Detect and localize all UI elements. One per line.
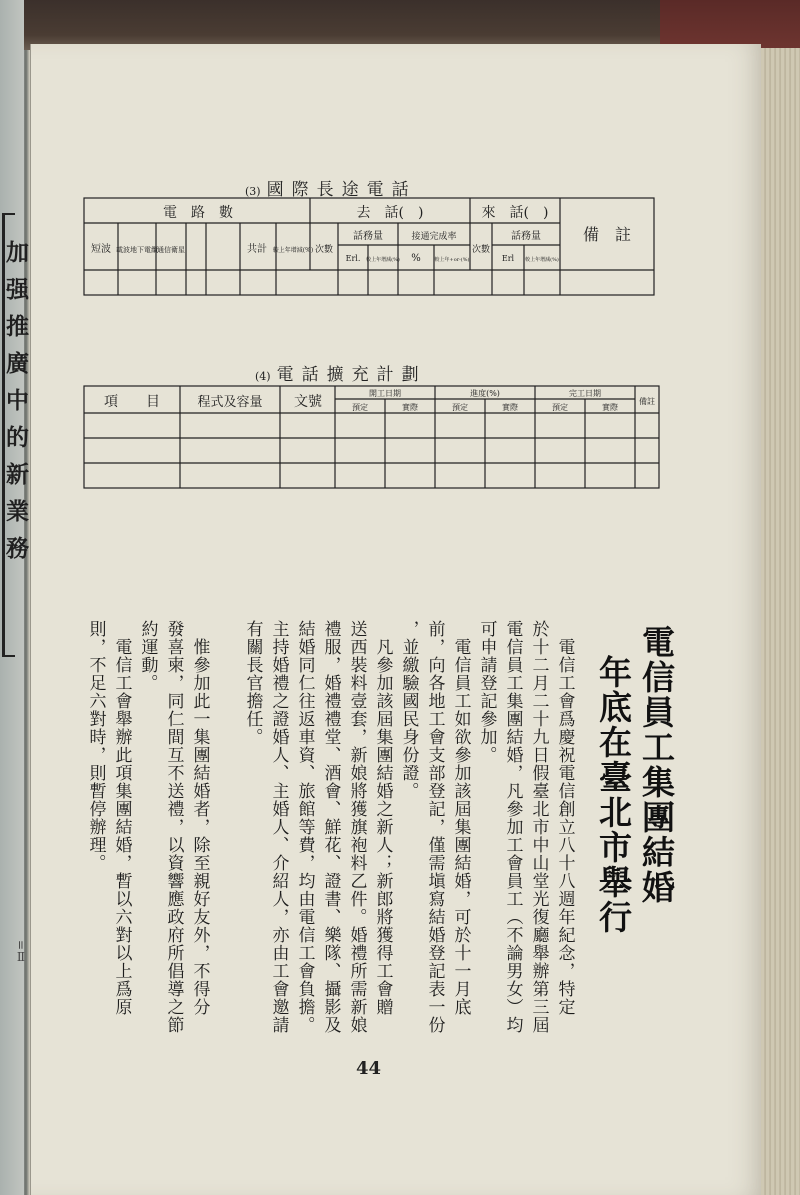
t3-hdr-outgoing: 去 話( ) xyxy=(356,205,424,221)
t4-sub-plan3: 預定 xyxy=(552,403,568,412)
t3-sub-chg2: 較上年+or-(%) xyxy=(434,257,470,263)
t4-hdr-remarks: 備註 xyxy=(639,397,655,406)
t3-sub-change: 較上年增減(%) xyxy=(272,247,314,254)
book-cover-top xyxy=(0,0,800,50)
t4-sub-actual1: 實際 xyxy=(402,403,418,412)
previous-page-strip xyxy=(0,0,28,1195)
t4-sub-plan1: 預定 xyxy=(352,403,368,412)
t3-sub-rate: 接通完成率 xyxy=(411,232,457,242)
article-title-line2: 年底在臺北市舉行 xyxy=(594,655,633,935)
article-col-2: 於十二月二十九日假臺北市中山堂光復廳舉辦第三屆 xyxy=(528,620,549,1034)
t3-sub-traffic1: 話務量 xyxy=(353,231,383,242)
t4-hdr-progress: 進度(%) xyxy=(470,389,500,398)
t3-sub-total: 共計 xyxy=(247,244,267,255)
table3-caption-text: 國際長途電話 xyxy=(266,180,417,200)
article-col-10: 禮服，婚禮禮堂、酒會、鮮花、證書、樂隊、攝影及 xyxy=(320,620,341,1034)
t3-hdr-remarks: 備 註 xyxy=(582,225,632,244)
article-col-17: 電信工會舉辦此項集團結婚，暫以六對以上爲原 xyxy=(111,620,132,1016)
article-col-5: 電信員工如欲參加該屆集團結婚，可於十一月底 xyxy=(450,620,471,1016)
t3-sub-count2: 次數 xyxy=(471,245,491,255)
t4-hdr-doc: 文號 xyxy=(294,394,322,410)
page-number: 44 xyxy=(356,1058,382,1079)
table4-caption xyxy=(255,360,427,385)
article-col-9: 送西裝料壹套，新娘將獲旗袍料乙件。婚禮所需新娘 xyxy=(346,620,367,1034)
sidebar-title: 加强推廣中的新業務 xyxy=(2,240,28,573)
t3-sub-erl2: Erl xyxy=(501,254,515,263)
table4-grid xyxy=(80,383,662,491)
t3-sub-pct: % xyxy=(411,253,421,264)
article-col-18: 則，不足六對時，則暫停辦理。 xyxy=(85,620,106,872)
article-col-7: ，並繳驗國民身份證。 xyxy=(398,620,419,800)
article-col-14: 惟參加此一集團結婚者，除至親好友外，不得分 xyxy=(189,620,210,1016)
t4-hdr-finish: 完工日期 xyxy=(569,389,601,398)
article-col-3: 電信員工集團結婚，凡參加工會員工（不論男女）均 xyxy=(502,620,523,1034)
article-col-11: 結婚同仁往返車資、旅館等費，均由電信工會負擔。 xyxy=(294,620,315,1034)
t3-sub-chg1: 較上年增減(%) xyxy=(366,257,400,263)
t3-hdr-incoming: 來 話( ) xyxy=(481,205,549,221)
t4-hdr-item: 項 目 xyxy=(104,394,160,410)
table4-caption-number: (4) xyxy=(255,370,271,383)
table3-grid xyxy=(80,195,660,300)
article-col-8: 凡參加該屆集團結婚之新人；新郎將獲得工會贈 xyxy=(372,620,393,1016)
article-col-4: 可申請登記參加。 xyxy=(476,620,497,764)
t3-sub-sat: 通信衛星 xyxy=(157,246,185,254)
t3-hdr-circuits: 電 路 數 xyxy=(163,205,233,221)
t4-sub-plan2: 預定 xyxy=(452,403,468,412)
table3-caption-number: (3) xyxy=(245,185,261,198)
article-col-12: 主持婚禮之證婚人、主婚人、介紹人，亦由工會邀請 xyxy=(268,620,289,1034)
t3-sub-short: 短波 xyxy=(91,244,111,255)
t3-sub-erl1: Erl. xyxy=(345,254,361,263)
article-col-1: 電信工會爲慶祝電信創立八十八週年紀念，特定 xyxy=(554,620,575,1016)
t3-sub-cable: 載波地下電纜 xyxy=(116,246,158,254)
article-col-16: 約運動。 xyxy=(137,620,158,692)
table4-caption-text: 電話擴充計劃 xyxy=(276,365,427,385)
article-col-15: 發喜柬，同仁間互不送禮，以資響應政府所倡導之節 xyxy=(163,620,184,1034)
t3-sub-count1: 次數 xyxy=(314,245,334,255)
t3-sub-chg3: 較上年增減(%) xyxy=(525,257,559,263)
article-col-13: 有關長官擔任。 xyxy=(242,620,263,746)
article-title-line1: 電信員工集團結婚 xyxy=(637,625,676,905)
t4-hdr-type: 程式及容量 xyxy=(197,395,263,410)
article-col-6: 前，向各地工會支部登記，僅需塡寫結婚登記表一份 xyxy=(424,620,445,1034)
t4-hdr-start: 開工日期 xyxy=(369,389,401,398)
sidebar-marker: =Ⅱ xyxy=(14,940,28,965)
t4-sub-actual3: 實際 xyxy=(602,403,618,412)
t4-sub-actual2: 實際 xyxy=(502,403,518,412)
t3-sub-traffic2: 話務量 xyxy=(511,231,541,242)
